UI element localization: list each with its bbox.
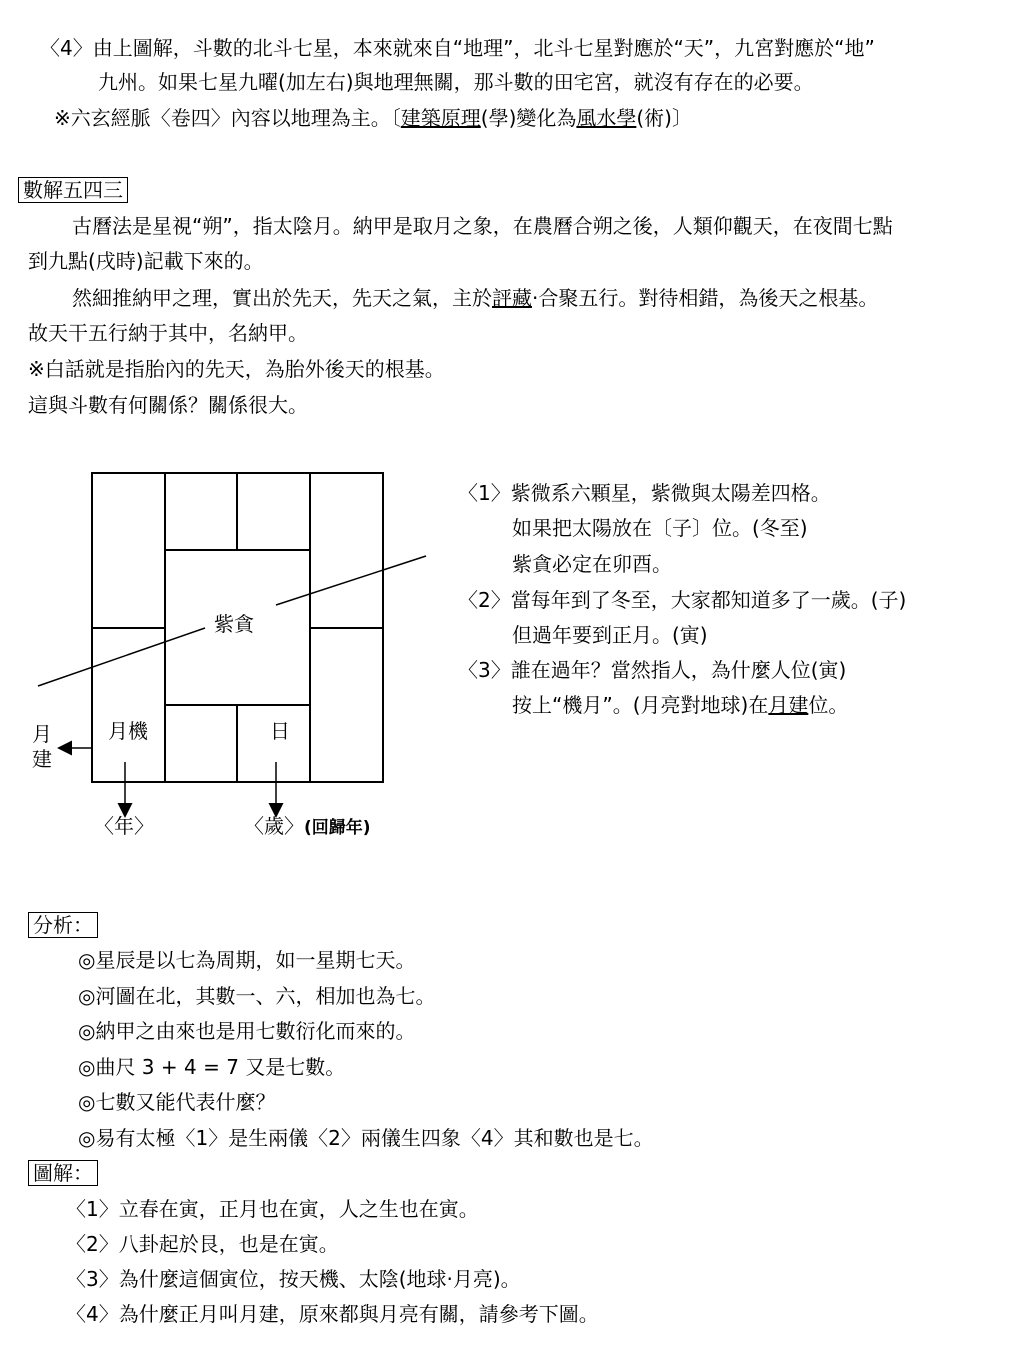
palace-grid-diagram [0, 460, 450, 850]
section-title-box [18, 176, 128, 204]
section-paragraph-2-suffix: ‧合聚五行。對待相錯，為後天之根基。 [532, 286, 879, 310]
explain-1-line-2: 如果把太陽放在〔子〕位。(冬至) [512, 516, 808, 540]
cell-label-ri: 日 [270, 719, 290, 743]
section-paragraph-4: ※白話就是指胎內的先天，為胎外後天的根基。 [28, 357, 445, 381]
section-paragraph-3: 故天干五行納于其中，名納甲。 [28, 321, 308, 345]
cell-label-yueji: 月機 [108, 719, 148, 743]
analysis-item: ◎納甲之由來也是用七數衍化而來的。 [78, 1019, 416, 1043]
tujie-title: 圖解： [28, 1160, 98, 1186]
intro-note-prefix: ※六玄經脈〈卷四〉內容以地理為主。〔 [54, 106, 401, 130]
bottom-label-sui [244, 812, 371, 842]
intro-paragraph-4-line-2: 九州。如果七星九曜(加左右)與地理無關，那斗數的田宅宮，就沒有存在的必要。 [98, 70, 814, 94]
analysis-title-box [28, 911, 98, 939]
explain-3-line-2 [512, 691, 848, 719]
tujie-title-box [28, 1159, 98, 1187]
intro-note-underlined-1: 建築原理 [400, 106, 481, 130]
analysis-item: ◎易有太極〈1〉是生兩儀〈2〉兩儀生四象〈4〉其和數也是七。 [78, 1126, 654, 1150]
tujie-item: 〈3〉為什麼這個寅位，按天機、太陰(地球‧月亮)。 [66, 1267, 521, 1291]
diagonal-line-right [276, 556, 426, 605]
intro-note-underlined-2: 風水學 [576, 106, 637, 130]
bottom-label-sui-note: (回歸年) [304, 818, 371, 838]
tujie-item: 〈2〉八卦起於艮，也是在寅。 [66, 1232, 339, 1256]
explain-2-line-2: 但過年要到正月。(寅) [512, 623, 708, 647]
tujie-item: 〈1〉立春在寅，正月也在寅，人之生也在寅。 [66, 1197, 479, 1221]
section-paragraph-2-underlined: 評藏 [492, 286, 532, 310]
diagonal-line-left [38, 628, 205, 686]
bottom-label-sui-main: 〈歲〉 [244, 814, 304, 838]
intro-note [54, 104, 692, 132]
analysis-item: ◎七數又能代表什麼？ [78, 1090, 276, 1114]
intro-note-mid: (學)變化為 [480, 106, 577, 130]
analysis-title: 分析： [28, 912, 98, 938]
section-title: 數解五四三 [18, 177, 128, 203]
explain-2-line-1: 〈2〉當每年到了冬至，大家都知道多了一歲。(子) [458, 588, 907, 612]
intro-note-suffix: (術)〕 [636, 106, 692, 130]
explain-1-line-3: 紫貪必定在卯酉。 [512, 552, 672, 576]
side-label-yuejian: 月建 [32, 722, 52, 771]
bottom-label-year: 〈年〉 [94, 814, 154, 838]
section-paragraph-5: 這與斗數有何關係？關係很大。 [28, 393, 308, 417]
section-paragraph-2-prefix: 然細推納甲之理，實出於先天，先天之氣，主於 [72, 286, 492, 310]
explain-3-line-1: 〈3〉誰在過年？當然指人，為什麼人位(寅) [458, 658, 847, 682]
explain-3-line-2-suffix: 位。 [808, 693, 849, 717]
section-paragraph-2 [72, 284, 878, 312]
center-label: 紫貪 [214, 612, 254, 636]
tujie-item: 〈4〉為什麼正月叫月建，原來都與月亮有關，請參考下圖。 [66, 1302, 599, 1326]
explain-3-line-2-underlined: 月建 [768, 693, 809, 717]
analysis-item: ◎曲尺 3 + 4 = 7 又是七數。 [78, 1055, 346, 1079]
explain-1-line-1: 〈1〉紫微系六顆星，紫微與太陽差四格。 [458, 481, 831, 505]
analysis-item: ◎星辰是以七為周期，如一星期七天。 [78, 948, 416, 972]
explain-3-line-2-prefix: 按上“機月”。(月亮對地球)在 [512, 693, 769, 717]
section-paragraph-1-line-2: 到九點(戌時)記載下來的。 [28, 249, 264, 273]
section-paragraph-1-line-1: 古曆法是星視“朔”，指太陰月。納甲是取月之象，在農曆合朔之後，人類仰觀天，在夜間七點 [72, 214, 893, 238]
analysis-item: ◎河圖在北，其數一、六，相加也為七。 [78, 984, 436, 1008]
intro-paragraph-4-line-1: 〈4〉由上圖解，斗數的北斗七星，本來就來自“地理”，北斗七星對應於“天”，九宮對應於“地” [40, 36, 875, 60]
